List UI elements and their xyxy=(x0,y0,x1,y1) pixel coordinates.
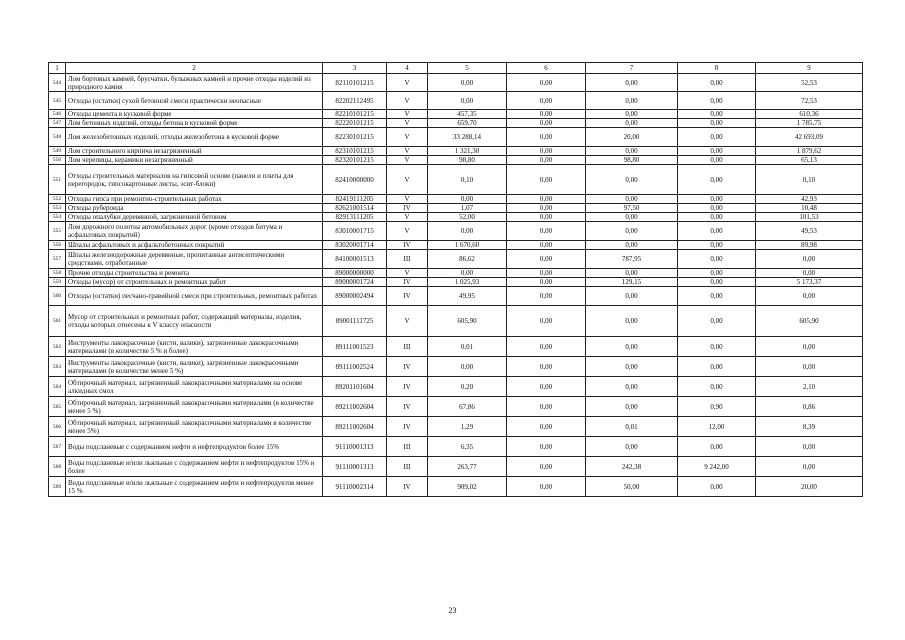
value-cell: 52,53 xyxy=(756,74,863,92)
value-cell: 101,53 xyxy=(756,213,863,222)
row-number-cell: 564 xyxy=(49,377,66,397)
table-row xyxy=(49,306,863,337)
value-cell: 1 321,30 xyxy=(428,147,507,156)
fkko-code-cell: 82220101215 xyxy=(323,119,387,128)
table-row xyxy=(49,119,863,128)
hazard-class-cell: V xyxy=(387,156,428,165)
value-cell: 909,02 xyxy=(428,477,507,497)
hazard-class-cell: V xyxy=(387,128,428,147)
hazard-class-cell: V xyxy=(387,222,428,241)
waste-name-cell: Обтирочный материал, загрязненный лакокрасочными материалами на основе алкидных смол xyxy=(66,377,323,397)
value-cell: 9 242,00 xyxy=(678,457,756,477)
column-header: 3 xyxy=(323,63,387,74)
value-cell: 0,00 xyxy=(678,337,756,357)
value-cell: 0,00 xyxy=(678,128,756,147)
value-cell: 0,00 xyxy=(507,437,586,457)
table-row xyxy=(49,287,863,306)
value-cell: 0,00 xyxy=(586,119,678,128)
value-cell: 50,00 xyxy=(586,477,678,497)
table-row xyxy=(49,195,863,204)
value-cell: 0,00 xyxy=(586,165,678,195)
fkko-code-cell: 82419111205 xyxy=(323,195,387,204)
fkko-code-cell: 89000000000 xyxy=(323,269,387,278)
hazard-class-cell: V xyxy=(387,119,428,128)
value-cell: 457,35 xyxy=(428,110,507,119)
column-header: 9 xyxy=(756,63,863,74)
value-cell: 0,00 xyxy=(507,417,586,437)
row-number-cell: 549 xyxy=(49,147,66,156)
value-cell: 0,00 xyxy=(586,147,678,156)
fkko-code-cell: 89111001523 xyxy=(323,337,387,357)
value-cell: 0,00 xyxy=(678,165,756,195)
row-number-cell: 567 xyxy=(49,437,66,457)
value-cell: 65,13 xyxy=(756,156,863,165)
value-cell: 0,00 xyxy=(507,195,586,204)
row-number-cell: 554 xyxy=(49,213,66,222)
fkko-code-cell: 89111002524 xyxy=(323,357,387,377)
value-cell: 0,00 xyxy=(507,337,586,357)
value-cell: 0,00 xyxy=(507,377,586,397)
value-cell: 98,80 xyxy=(586,156,678,165)
table-row xyxy=(49,156,863,165)
value-cell: 0,00 xyxy=(586,337,678,357)
value-cell: 0,00 xyxy=(507,213,586,222)
value-cell: 0,00 xyxy=(586,437,678,457)
value-cell: 10,48 xyxy=(756,204,863,213)
value-cell: 129,15 xyxy=(586,278,678,287)
waste-name-cell: Шпалы железнодорожные деревянные, пропитанные антисептическими средствами, отработанные xyxy=(66,250,323,269)
fkko-code-cell: 82310101215 xyxy=(323,147,387,156)
value-cell: 0,00 xyxy=(678,110,756,119)
row-number-cell: 559 xyxy=(49,278,66,287)
value-cell: 0,00 xyxy=(678,92,756,110)
value-cell: 0,10 xyxy=(756,165,863,195)
hazard-class-cell: IV xyxy=(387,377,428,397)
column-number-header-row xyxy=(49,63,863,74)
fkko-code-cell: 82913111205 xyxy=(323,213,387,222)
column-header: 6 xyxy=(507,63,586,74)
column-header: 1 xyxy=(49,63,66,74)
column-header: 7 xyxy=(586,63,678,74)
value-cell: 0,00 xyxy=(756,287,863,306)
hazard-class-cell: IV xyxy=(387,397,428,417)
hazard-class-cell: V xyxy=(387,110,428,119)
table-row xyxy=(49,477,863,497)
column-header: 4 xyxy=(387,63,428,74)
waste-name-cell: Лом бортовых камней, брусчатки, булыжных камней и прочие отходы изделий из природного камня xyxy=(66,74,323,92)
waste-name-cell: Воды подсланевые с содержанием нефти и нефтепродуктов более 15% xyxy=(66,437,323,457)
value-cell: 1,07 xyxy=(428,204,507,213)
waste-name-cell: Отходы (остатки) песчано-гравийной смеси при строительных, ремонтных работах xyxy=(66,287,323,306)
value-cell: 605,90 xyxy=(756,306,863,337)
table-row xyxy=(49,397,863,417)
value-cell: 0,00 xyxy=(678,213,756,222)
value-cell: 0,00 xyxy=(507,74,586,92)
value-cell: 0,00 xyxy=(507,397,586,417)
value-cell: 33 288,14 xyxy=(428,128,507,147)
value-cell: 6,35 xyxy=(428,437,507,457)
value-cell: 0,00 xyxy=(507,306,586,337)
row-number-cell: 556 xyxy=(49,241,66,250)
table-row xyxy=(49,357,863,377)
table-row xyxy=(49,147,863,156)
column-header: 5 xyxy=(428,63,507,74)
value-cell: 42 693,09 xyxy=(756,128,863,147)
fkko-code-cell: 89201101604 xyxy=(323,377,387,397)
row-number-cell: 563 xyxy=(49,357,66,377)
value-cell: 52,00 xyxy=(428,213,507,222)
hazard-class-cell: V xyxy=(387,213,428,222)
waste-name-cell: Мусор от строительных и ремонтных работ, содержащий материалы, изделия, отходы которых отнесены к V классу опасности xyxy=(66,306,323,337)
value-cell: 0,00 xyxy=(586,357,678,377)
page-number: 23 xyxy=(448,606,457,615)
value-cell: 0,00 xyxy=(756,357,863,377)
value-cell: 20,00 xyxy=(586,128,678,147)
waste-name-cell: Воды подсланевые и/или льяльные с содержанием нефти и нефтепродуктов 15% и более xyxy=(66,457,323,477)
waste-name-cell: Инструменты лакокрасочные (кисти, валики), загрязненные лакокрасочными материалами (в количестве 5 % и более) xyxy=(66,337,323,357)
value-cell: 0,00 xyxy=(678,477,756,497)
row-number-cell: 569 xyxy=(49,477,66,497)
value-cell: 42,93 xyxy=(756,195,863,204)
table-row xyxy=(49,213,863,222)
value-cell: 0,00 xyxy=(507,165,586,195)
waste-name-cell: Шпалы асфальтовых и асфальтобетонных покрытий xyxy=(66,241,323,250)
value-cell: 0,00 xyxy=(678,119,756,128)
value-cell: 0,00 xyxy=(678,377,756,397)
table-row xyxy=(49,437,863,457)
row-number-cell: 568 xyxy=(49,457,66,477)
value-cell: 0,00 xyxy=(678,437,756,457)
table-row xyxy=(49,377,863,397)
fkko-code-cell: 83010001715 xyxy=(323,222,387,241)
value-cell: 0,00 xyxy=(756,250,863,269)
fkko-code-cell: 82320101215 xyxy=(323,156,387,165)
table-row xyxy=(49,110,863,119)
value-cell: 0,00 xyxy=(678,222,756,241)
value-cell: 1 785,75 xyxy=(756,119,863,128)
column-header: 8 xyxy=(678,63,756,74)
value-cell: 0,00 xyxy=(428,74,507,92)
fkko-code-cell: 89211002604 xyxy=(323,397,387,417)
value-cell: 0,00 xyxy=(678,269,756,278)
value-cell: 0,00 xyxy=(507,147,586,156)
value-cell: 0,00 xyxy=(678,204,756,213)
waste-name-cell: Прочие отходы строительства и ремонта xyxy=(66,269,323,278)
row-number-cell: 550 xyxy=(49,156,66,165)
value-cell: 67,86 xyxy=(428,397,507,417)
value-cell: 0,00 xyxy=(428,222,507,241)
fkko-code-cell: 82621001514 xyxy=(323,204,387,213)
value-cell: 12,00 xyxy=(678,417,756,437)
value-cell: 0,00 xyxy=(507,156,586,165)
table-row xyxy=(49,417,863,437)
table-row xyxy=(49,278,863,287)
hazard-class-cell: IV xyxy=(387,204,428,213)
fkko-code-cell: 89000001724 xyxy=(323,278,387,287)
table-row xyxy=(49,204,863,213)
value-cell: 0,00 xyxy=(678,241,756,250)
table-row xyxy=(49,222,863,241)
value-cell: 263,77 xyxy=(428,457,507,477)
value-cell: 0,00 xyxy=(507,357,586,377)
value-cell: 605,90 xyxy=(428,306,507,337)
row-number-cell: 562 xyxy=(49,337,66,357)
value-cell: 0,00 xyxy=(586,241,678,250)
row-number-cell: 545 xyxy=(49,92,66,110)
table-row xyxy=(49,92,863,110)
value-cell: 86,62 xyxy=(428,250,507,269)
fkko-code-cell: 83020001714 xyxy=(323,241,387,250)
waste-name-cell: Лом дорожного полотна автомобильных дорог (кроме отходов битума и асфальтовых покрытий) xyxy=(66,222,323,241)
value-cell: 20,00 xyxy=(756,477,863,497)
waste-name-cell: Отходы гипса при ремонтно-строительных работах xyxy=(66,195,323,204)
hazard-class-cell: V xyxy=(387,269,428,278)
value-cell: 0,01 xyxy=(428,337,507,357)
row-number-cell: 551 xyxy=(49,165,66,195)
value-cell: 0,00 xyxy=(586,377,678,397)
row-number-cell: 557 xyxy=(49,250,66,269)
hazard-class-cell: IV xyxy=(387,278,428,287)
value-cell: 0,00 xyxy=(678,287,756,306)
hazard-class-cell: IV xyxy=(387,241,428,250)
fkko-code-cell: 89001111725 xyxy=(323,306,387,337)
hazard-class-cell: IV xyxy=(387,357,428,377)
row-number-cell: 560 xyxy=(49,287,66,306)
table-row xyxy=(49,241,863,250)
value-cell: 0,00 xyxy=(428,195,507,204)
row-number-cell: 561 xyxy=(49,306,66,337)
hazard-class-cell: IV xyxy=(387,417,428,437)
fkko-code-cell: 91110001313 xyxy=(323,437,387,457)
value-cell: 5 173,37 xyxy=(756,278,863,287)
value-cell: 0,00 xyxy=(428,269,507,278)
value-cell: 1 879,62 xyxy=(756,147,863,156)
value-cell: 0,00 xyxy=(586,222,678,241)
value-cell: 0,00 xyxy=(586,74,678,92)
value-cell: 98,80 xyxy=(428,156,507,165)
waste-name-cell: Воды подсланевые и/или льяльные с содержанием нефти и нефтепродуктов менее 15 % xyxy=(66,477,323,497)
value-cell: 0,86 xyxy=(756,397,863,417)
table-row xyxy=(49,269,863,278)
value-cell: 1 025,93 xyxy=(428,278,507,287)
waste-name-cell: Отходы строительных материалов на гипсовой основе (панели и плиты для перегородок, гипсокартонные листы, эсит-блоки) xyxy=(66,165,323,195)
hazard-class-cell: V xyxy=(387,195,428,204)
hazard-class-cell: III xyxy=(387,457,428,477)
value-cell: 0,90 xyxy=(678,397,756,417)
value-cell: 0,00 xyxy=(507,119,586,128)
value-cell: 610,36 xyxy=(756,110,863,119)
waste-name-cell: Лом бетонных изделий, отходы бетона в кусковой форме xyxy=(66,119,323,128)
row-number-cell: 544 xyxy=(49,74,66,92)
hazard-class-cell: V xyxy=(387,147,428,156)
hazard-class-cell: III xyxy=(387,250,428,269)
hazard-class-cell: V xyxy=(387,165,428,195)
value-cell: 242,38 xyxy=(586,457,678,477)
value-cell: 0,00 xyxy=(507,457,586,477)
row-number-cell: 553 xyxy=(49,204,66,213)
hazard-class-cell: IV xyxy=(387,287,428,306)
value-cell: 0,00 xyxy=(507,477,586,497)
table-row xyxy=(49,337,863,357)
value-cell: 0,00 xyxy=(507,92,586,110)
value-cell: 0,00 xyxy=(678,74,756,92)
waste-name-cell: Отходы рубероида xyxy=(66,204,323,213)
waste-name-cell: Обтирочный материал, загрязненный лакокрасочными материалами в количестве менее 5%) xyxy=(66,417,323,437)
row-number-cell: 546 xyxy=(49,110,66,119)
value-cell: 0,00 xyxy=(678,156,756,165)
fkko-code-cell: 82110101215 xyxy=(323,74,387,92)
waste-name-cell: Лом черепицы, керамики незагрязненный xyxy=(66,156,323,165)
table-row xyxy=(49,457,863,477)
fkko-code-cell: 82410000000 xyxy=(323,165,387,195)
row-number-cell: 558 xyxy=(49,269,66,278)
waste-name-cell: Отходы цемента в кусковой форме xyxy=(66,110,323,119)
value-cell: 0,00 xyxy=(586,269,678,278)
value-cell: 8,39 xyxy=(756,417,863,437)
hazard-class-cell: V xyxy=(387,74,428,92)
fkko-code-cell: 82230101215 xyxy=(323,128,387,147)
value-cell: 0,00 xyxy=(756,269,863,278)
row-number-cell: 566 xyxy=(49,417,66,437)
value-cell: 0,00 xyxy=(586,287,678,306)
value-cell: 0,00 xyxy=(586,306,678,337)
value-cell: 659,70 xyxy=(428,119,507,128)
fkko-code-cell: 89211002604 xyxy=(323,417,387,437)
table-row xyxy=(49,128,863,147)
value-cell: 0,00 xyxy=(507,278,586,287)
fkko-code-cell: 89000002494 xyxy=(323,287,387,306)
table-row xyxy=(49,250,863,269)
waste-name-cell: Инструменты лакокрасочные (кисти, валики), загрязненные лакокрасочными материалами (в количестве менее 5 %) xyxy=(66,357,323,377)
row-number-cell: 547 xyxy=(49,119,66,128)
value-cell: 0,00 xyxy=(507,204,586,213)
value-cell: 0,00 xyxy=(586,92,678,110)
value-cell: 1 670,60 xyxy=(428,241,507,250)
value-cell: 0,00 xyxy=(756,337,863,357)
waste-name-cell: Отходы опалубки деревянной, загрязненной бетоном xyxy=(66,213,323,222)
value-cell: 0,01 xyxy=(586,417,678,437)
value-cell: 0,00 xyxy=(507,250,586,269)
hazard-class-cell: III xyxy=(387,437,428,457)
value-cell: 0,00 xyxy=(586,195,678,204)
value-cell: 0,00 xyxy=(507,287,586,306)
fkko-code-cell: 82202112495 xyxy=(323,92,387,110)
value-cell: 0,00 xyxy=(507,241,586,250)
value-cell: 0,00 xyxy=(678,250,756,269)
waste-register-table xyxy=(48,62,863,497)
fkko-code-cell: 84100001513 xyxy=(323,250,387,269)
table-row xyxy=(49,165,863,195)
value-cell: 0,00 xyxy=(507,222,586,241)
value-cell: 72,53 xyxy=(756,92,863,110)
waste-name-cell: Обтирочный материал, загрязненный лакокрасочными материалами (в количестве менее 5 %) xyxy=(66,397,323,417)
value-cell: 0,00 xyxy=(507,269,586,278)
value-cell: 0,00 xyxy=(507,128,586,147)
waste-name-cell: Отходы (остатки) сухой бетонной смеси практически неопасные xyxy=(66,92,323,110)
row-number-cell: 565 xyxy=(49,397,66,417)
value-cell: 787,95 xyxy=(586,250,678,269)
fkko-code-cell: 91110002314 xyxy=(323,477,387,497)
value-cell: 0,20 xyxy=(428,377,507,397)
row-number-cell: 555 xyxy=(49,222,66,241)
waste-name-cell: Лом строительного кирпича незагрязненный xyxy=(66,147,323,156)
value-cell: 49,53 xyxy=(756,222,863,241)
value-cell: 89,98 xyxy=(756,241,863,250)
fkko-code-cell: 91110001313 xyxy=(323,457,387,477)
value-cell: 0,00 xyxy=(586,110,678,119)
waste-name-cell: Лом железобетонных изделий, отходы железобетона в кусковой форме xyxy=(66,128,323,147)
value-cell: 2,10 xyxy=(756,377,863,397)
value-cell: 0,00 xyxy=(678,306,756,337)
value-cell: 0,00 xyxy=(428,357,507,377)
value-cell: 49,95 xyxy=(428,287,507,306)
row-number-cell: 552 xyxy=(49,195,66,204)
value-cell: 0,00 xyxy=(507,110,586,119)
value-cell: 0,00 xyxy=(678,278,756,287)
value-cell: 0,00 xyxy=(586,213,678,222)
value-cell: 0,00 xyxy=(756,457,863,477)
value-cell: 0,00 xyxy=(678,357,756,377)
value-cell: 0,00 xyxy=(678,147,756,156)
column-header: 2 xyxy=(66,63,323,74)
value-cell: 0,10 xyxy=(428,165,507,195)
hazard-class-cell: IV xyxy=(387,477,428,497)
waste-name-cell: Отходы (мусор) от строительных и ремонтных работ xyxy=(66,278,323,287)
hazard-class-cell: V xyxy=(387,92,428,110)
value-cell: 1,29 xyxy=(428,417,507,437)
table-row xyxy=(49,74,863,92)
row-number-cell: 548 xyxy=(49,128,66,147)
value-cell: 97,50 xyxy=(586,204,678,213)
fkko-code-cell: 82210101215 xyxy=(323,110,387,119)
value-cell: 0,00 xyxy=(678,195,756,204)
value-cell: 0,00 xyxy=(586,397,678,417)
hazard-class-cell: III xyxy=(387,337,428,357)
value-cell: 0,00 xyxy=(756,437,863,457)
hazard-class-cell: V xyxy=(387,306,428,337)
value-cell: 0,00 xyxy=(428,92,507,110)
